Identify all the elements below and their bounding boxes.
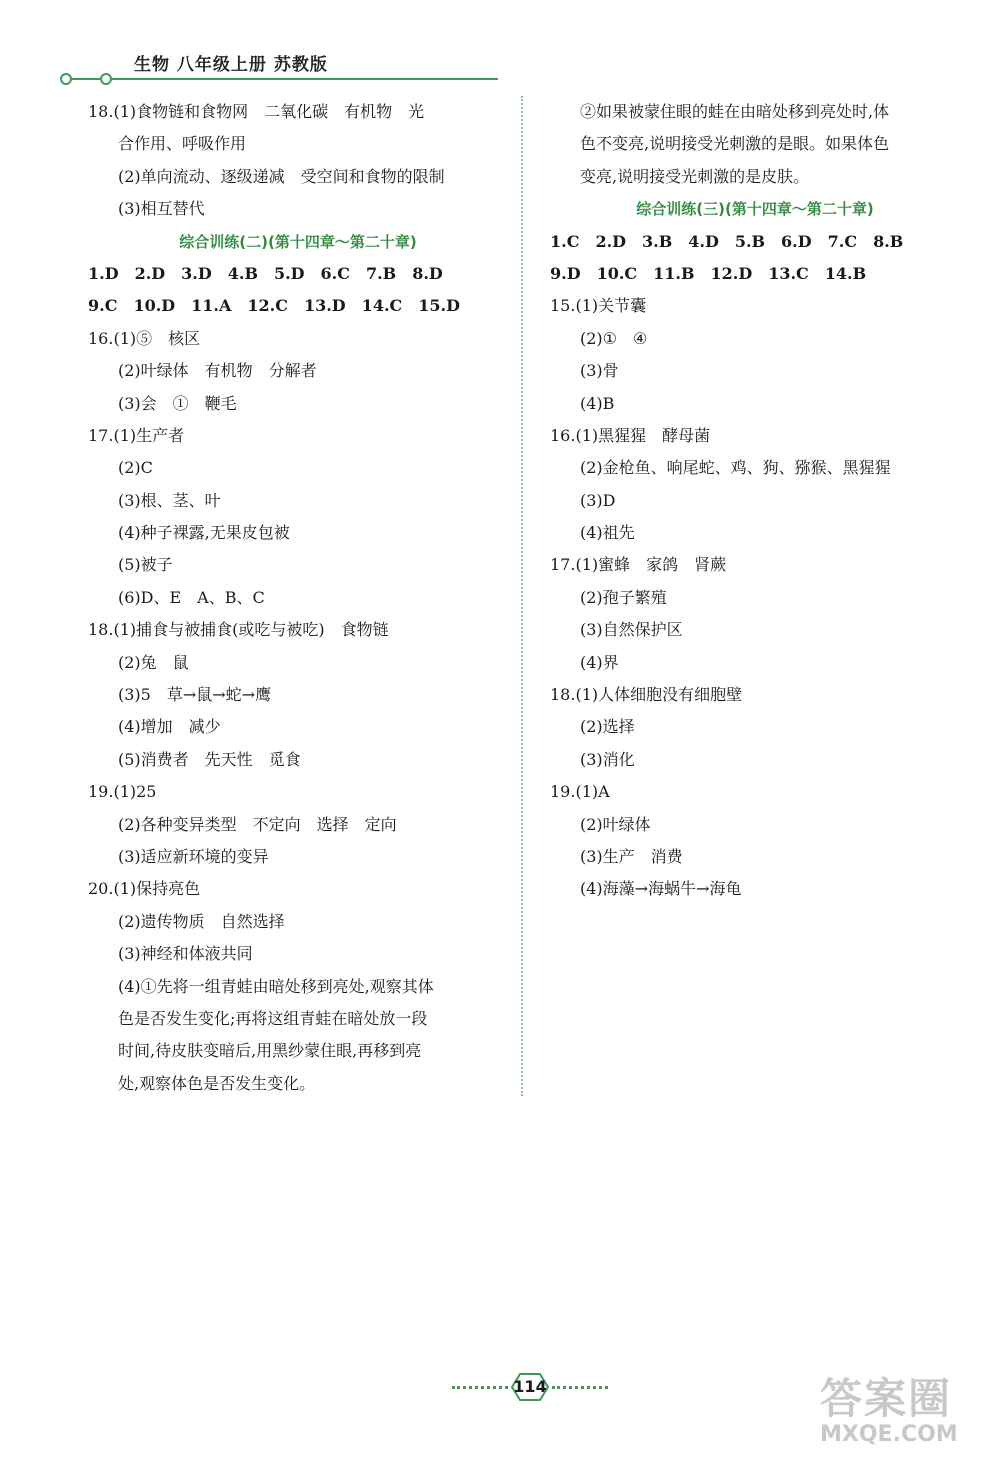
answer-line: 16.(1)黑猩猩 酵母菌 — [550, 425, 711, 445]
answer-line: (4)祖先 — [580, 523, 635, 543]
column-divider — [521, 96, 523, 1096]
answer-line: (4)增加 减少 — [118, 717, 221, 737]
answer-line: 处,观察体色是否发生变化。 — [118, 1073, 316, 1093]
answer-line: (4)B — [580, 393, 615, 413]
answer-line: 16.(1)⑤ 核区 — [88, 328, 201, 348]
answer-line: 色是否发生变化;再将这组青蛙在暗处放一段 — [118, 1008, 428, 1028]
answer-line: ②如果被蒙住眼的蛙在由暗处移到亮处时,体 — [580, 102, 890, 121]
answer-line: 时间,待皮肤变暗后,用黑纱蒙住眼,再移到亮 — [118, 1041, 422, 1061]
answer-line: (2)各种变异类型 不定向 选择 定向 — [118, 814, 397, 834]
answer-line: (3)D — [580, 490, 616, 510]
page-number: 114 — [513, 1377, 547, 1396]
answer-line: 18.(1)捕食与被捕食(或吃与被吃) 食物链 — [88, 620, 389, 640]
answer-line: (2)兔 鼠 — [118, 652, 189, 672]
page-header — [60, 48, 500, 88]
answer-line: (2)孢子繁殖 — [580, 587, 667, 607]
answer-line: 合作用、呼吸作用 — [118, 134, 247, 154]
answer-line: 18.(1)人体细胞没有细胞壁 — [550, 685, 743, 705]
answer-line: (2)叶绿体 — [580, 814, 651, 834]
answer-line: (3)消化 — [580, 749, 635, 769]
answer-line: (6)D、E A、B、C — [118, 587, 265, 607]
answer-row: 1.C 2.D 3.B 4.D 5.B 6.D 7.C 8.B — [550, 231, 904, 251]
watermark-logo: 答案圈 — [820, 1374, 953, 1423]
footer-dotted-rule — [452, 1386, 508, 1389]
section-heading: 综合训练(三)(第十四章～第二十章) — [636, 200, 874, 219]
answer-row: 1.D 2.D 3.D 4.B 5.D 6.C 7.B 8.D — [88, 263, 443, 283]
answer-line: (5)被子 — [118, 555, 173, 575]
page-number-badge — [508, 1372, 552, 1402]
answer-line: (3)根、茎、叶 — [118, 490, 221, 510]
answer-line: (2)金枪鱼、响尾蛇、鸡、狗、猕猴、黑猩猩 — [580, 458, 891, 478]
answer-line: (2)叶绿体 有机物 分解者 — [118, 361, 317, 381]
answer-line: (3)5 草→鼠→蛇→鹰 — [118, 685, 272, 705]
header-rule — [68, 78, 498, 80]
answer-line: (3)神经和体液共同 — [118, 944, 253, 964]
answer-line: (2)遗传物质 自然选择 — [118, 911, 285, 931]
answer-line: (3)自然保护区 — [580, 620, 683, 640]
answer-line: (4)种子裸露,无果皮包被 — [118, 523, 290, 543]
answer-line: (2)① ④ — [580, 328, 648, 348]
watermark-site: MXQE.COM — [820, 1422, 958, 1447]
answer-line: (2)选择 — [580, 717, 635, 737]
section-heading: 综合训练(二)(第十四章～第二十章) — [179, 232, 417, 251]
left-column — [88, 96, 508, 1100]
answer-row: 9.D 10.C 11.B 12.D 13.C 14.B — [550, 263, 867, 283]
answer-line: (5)消费者 先天性 觅食 — [118, 749, 301, 769]
right-column — [550, 96, 960, 906]
answer-line: 19.(1)25 — [88, 782, 157, 802]
answer-line: (4)①先将一组青蛙由暗处移到亮处,观察其体 — [118, 976, 434, 996]
answer-line: (3)生产 消费 — [580, 846, 683, 866]
answer-line: 17.(1)生产者 — [88, 425, 185, 445]
answer-line: 色不变亮,说明接受光刺激的是眼。如果体色 — [580, 134, 890, 154]
header-ornament-dot — [100, 73, 112, 85]
answer-line: 19.(1)A — [550, 782, 610, 802]
answer-line: (4)海藻→海蜗牛→海龟 — [580, 879, 742, 899]
answer-line: 15.(1)关节囊 — [550, 296, 647, 316]
answer-line: (3)相互替代 — [118, 199, 205, 219]
footer-dotted-rule — [552, 1386, 608, 1389]
answer-line: (3)会 ① 鞭毛 — [118, 393, 237, 413]
answer-line: 20.(1)保持亮色 — [88, 879, 201, 899]
watermark — [820, 1366, 990, 1456]
book-title: 生物 八年级上册 苏教版 — [134, 55, 328, 75]
answer-line: (2)单向流动、逐级递减 受空间和食物的限制 — [118, 166, 445, 186]
answer-line: 17.(1)蜜蜂 家鸽 肾蕨 — [550, 555, 727, 575]
answer-line: (3)适应新环境的变异 — [118, 846, 269, 866]
answer-line: 18.(1)食物链和食物网 二氧化碳 有机物 光 — [88, 102, 425, 121]
answer-row: 9.C 10.D 11.A 12.C 13.D 14.C 15.D — [88, 296, 460, 316]
answer-line: (2)C — [118, 458, 153, 478]
answer-line: (3)骨 — [580, 361, 619, 381]
answer-line: (4)界 — [580, 652, 619, 672]
header-ornament-dot — [60, 73, 72, 85]
answer-line: 变亮,说明接受光刺激的是皮肤。 — [580, 166, 810, 186]
page-footer — [452, 1372, 608, 1402]
